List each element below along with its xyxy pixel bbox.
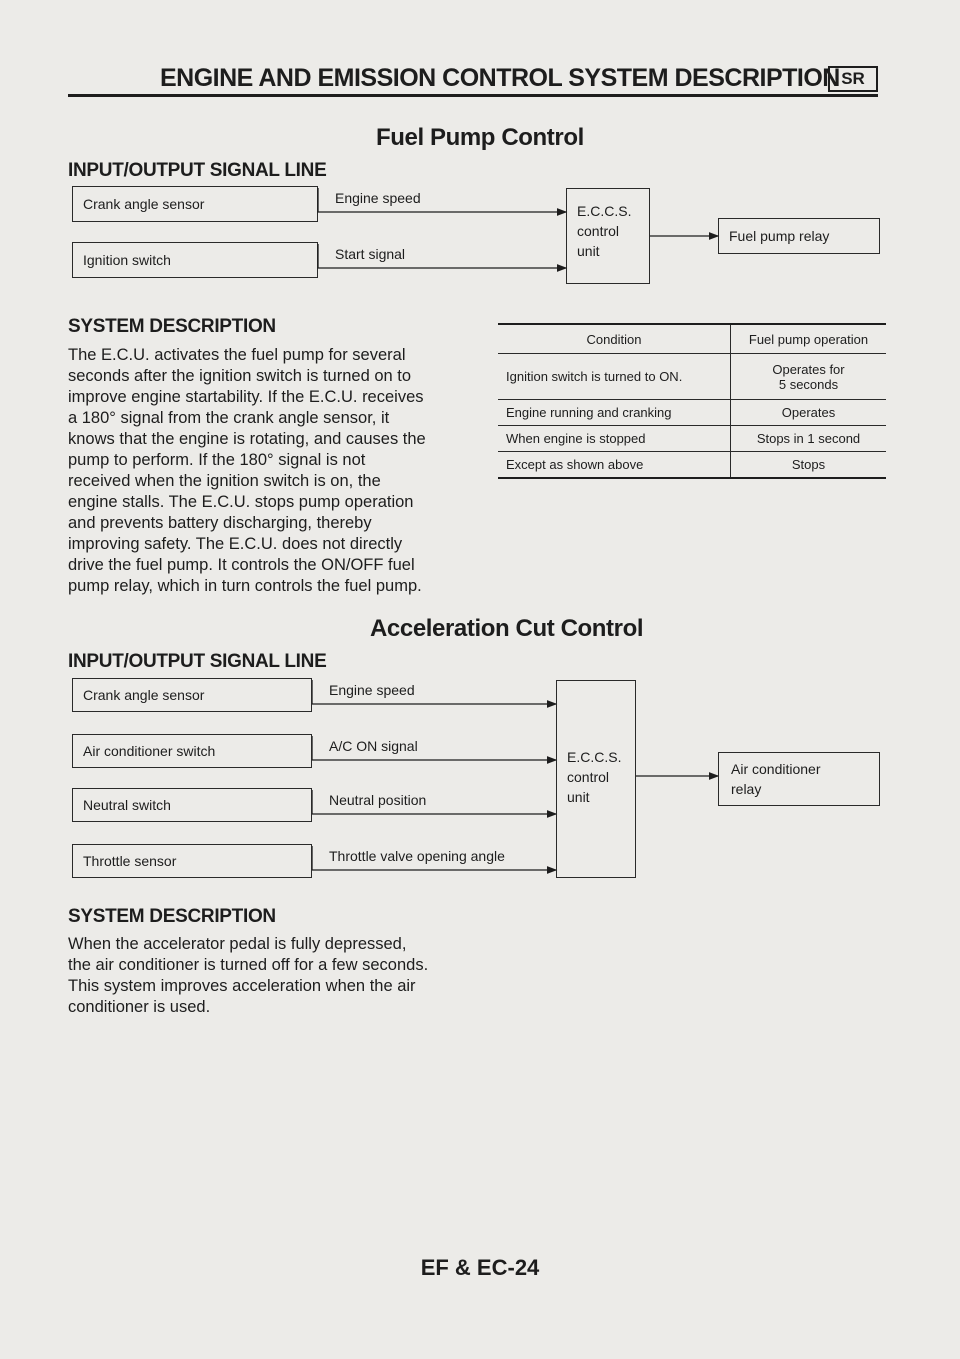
desc-line: pump to perform. If the 180° signal is not (68, 451, 366, 469)
table-cell-operation: Stops in 1 second (731, 426, 887, 452)
table-cell-condition: Ignition switch is turned to ON. (498, 354, 731, 400)
output-line: Air conditioner (731, 761, 821, 777)
desc-line: drive the fuel pump. It controls the ON/OFF fuel (68, 556, 415, 574)
page-number: EF & EC-24 (420, 1255, 540, 1280)
output-label: Fuel pump relay (729, 228, 830, 244)
fuel-pump-description (68, 345, 458, 597)
ecu-line: control (567, 769, 610, 785)
input-neutral-switch (72, 788, 312, 822)
desc-line: conditioner is used. (68, 998, 211, 1016)
desc-line: received when the ignition switch is on, the (68, 472, 381, 490)
desc-line: improving safety. The E.C.U. does not directly (68, 535, 403, 553)
fuel-pump-desc-title: SYSTEM DESCRIPTION (68, 316, 276, 337)
column-header-operation: Fuel pump operation (731, 324, 887, 354)
desc-line: pump relay, which in turn controls the fuel pump. (68, 577, 422, 595)
signal-start: Start signal (335, 246, 406, 262)
input-label: Air conditioner switch (83, 743, 216, 759)
accel-cut-title: Acceleration Cut Control (370, 615, 644, 642)
fuel-pump-io-title: INPUT/OUTPUT SIGNAL LINE (68, 160, 327, 181)
table-cell-operation: Operates (731, 400, 887, 426)
input-label: Neutral switch (83, 797, 171, 813)
table-row (498, 426, 886, 452)
table-cell-operation: Stops (731, 452, 887, 478)
desc-line: seconds after the ignition switch is turned on to (68, 367, 412, 385)
output-air-conditioner-relay (718, 752, 880, 806)
table-row (498, 354, 886, 400)
desc-line: The E.C.U. activates the fuel pump for several (68, 346, 406, 364)
desc-line: This system improves acceleration when the air (68, 977, 416, 995)
output-line: relay (731, 781, 762, 797)
signal-neutral-position: Neutral position (329, 792, 427, 808)
desc-line: the air conditioner is turned off for a few seconds. (68, 956, 429, 974)
ecu-line: E.C.C.S. (577, 203, 632, 219)
desc-line: knows that the engine is rotating, and causes the (68, 430, 426, 448)
input-label: Throttle sensor (83, 853, 177, 869)
page-header-title: ENGINE AND EMISSION CONTROL SYSTEM DESCRIPTION (160, 64, 840, 92)
operation-line: Operates for (772, 361, 845, 377)
ecu-line: unit (577, 243, 600, 259)
desc-line: engine stalls. The E.C.U. stops pump operation (68, 493, 414, 511)
desc-line: When the accelerator pedal is fully depressed, (68, 935, 407, 953)
ecu-line: E.C.C.S. (567, 749, 622, 765)
input-label: Ignition switch (83, 252, 171, 268)
fuel-pump-title: Fuel Pump Control (376, 124, 584, 151)
signal-ac-on: A/C ON signal (329, 738, 418, 754)
signal-throttle-angle: Throttle valve opening angle (329, 848, 505, 864)
accel-cut-io-title: INPUT/OUTPUT SIGNAL LINE (68, 651, 327, 672)
desc-line: a 180° signal from the crank angle sensor, it (68, 409, 390, 427)
table-header-row (498, 324, 886, 354)
signal-engine-speed: Engine speed (335, 190, 421, 206)
desc-line: and prevents battery discharging, thereby (68, 514, 372, 532)
ecu-box (556, 680, 636, 878)
section-badge: SR (828, 66, 878, 92)
input-label: Crank angle sensor (83, 687, 205, 703)
fuel-pump-operation-table (498, 323, 886, 479)
desc-line: improve engine startability. If the E.C.U. receives (68, 388, 424, 406)
table-cell-operation (731, 354, 887, 400)
table-cell-condition: Engine running and cranking (498, 400, 731, 426)
column-header-condition: Condition (498, 324, 731, 354)
table-cell-condition: When engine is stopped (498, 426, 731, 452)
signal-engine-speed: Engine speed (329, 682, 415, 698)
ecu-line: control (577, 223, 620, 239)
accel-cut-desc-title: SYSTEM DESCRIPTION (68, 906, 276, 927)
table-row (498, 452, 886, 478)
input-throttle-sensor (72, 844, 312, 878)
ecu-line: unit (567, 789, 590, 805)
accel-cut-description (68, 934, 458, 1018)
table-row (498, 400, 886, 426)
input-crank-angle-sensor (72, 678, 312, 712)
table-cell-condition: Except as shown above (498, 452, 731, 478)
input-label: Crank angle sensor (83, 196, 205, 212)
input-air-conditioner-switch (72, 734, 312, 768)
operation-line: 5 seconds (778, 376, 839, 392)
